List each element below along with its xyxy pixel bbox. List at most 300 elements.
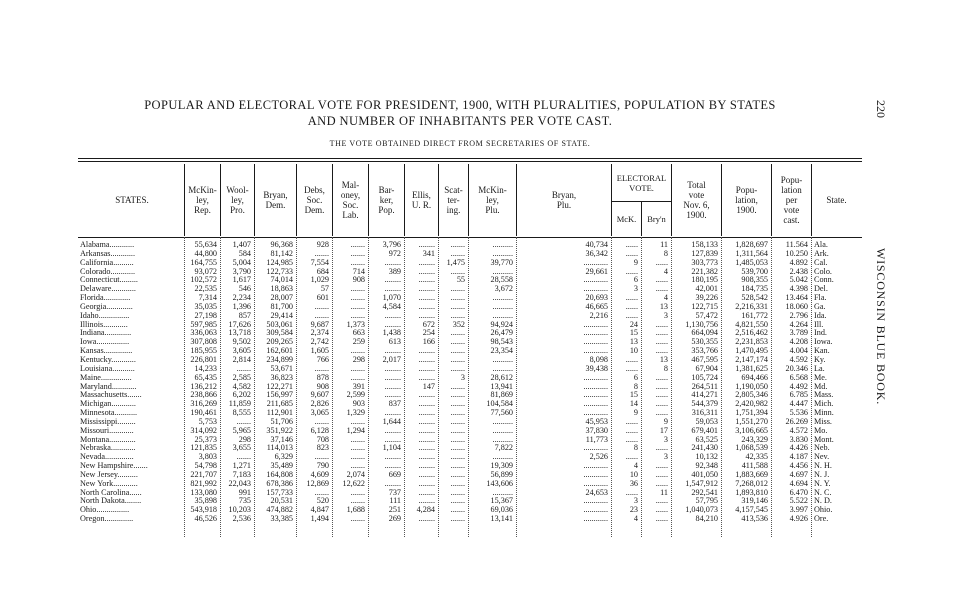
cell-bryan: 157,733 [266,488,293,497]
table-row [0,418,964,427]
cell-abbr: Conn. [814,276,834,285]
header-ellis-ur: Ellis, U. R. [404,164,438,236]
cell-mal: ....... [350,417,365,426]
cell-mckp: .......... [492,364,513,373]
column-divider [671,237,672,537]
cell-total: 1,130,756 [685,320,718,329]
cell-bryan: 20,531 [270,497,293,506]
cell-pop: 1,381,625 [735,364,768,373]
cell-evm: ...... [625,417,638,426]
cell-state: Nebraska............ [80,444,136,453]
table-row [0,391,964,400]
cell-state: Missouri............ [80,426,134,435]
cell-scat: ....... [450,355,465,364]
cell-bryp: 2,216 [589,311,608,320]
cell-abbr: La. [814,364,825,373]
cell-ppv: 4.187 [789,453,808,462]
cell-scat: ....... [450,453,465,462]
header-total-vote: Total vote Nov. 6, 1900. [671,164,721,236]
cell-ppv: 11.564 [785,241,808,249]
cell-ppv: 20.346 [785,364,808,373]
cell-bryan: 162,601 [266,347,293,356]
cell-evb: ...... [655,515,668,524]
cell-evm: 3 [633,497,638,506]
page-title [60,97,860,129]
cell-scat: ....... [450,382,465,391]
cell-mal: 298 [352,355,365,364]
cell-bar: 1,070 [382,294,401,303]
cell-debs: 4,847 [310,506,329,515]
table-top-rule [78,158,862,159]
cell-ellis: ........ [418,241,435,249]
cell-state: Mississippi......... [80,417,136,426]
cell-pop: 1,828,697 [735,241,768,249]
cell-bryan: 35,489 [270,462,293,471]
cell-ellis: ........ [418,276,435,285]
cell-scat: ....... [450,249,465,258]
cell-mck: 307,808 [190,338,217,347]
cell-ppv: 13.464 [785,294,808,303]
cell-ppv: 4.697 [789,470,808,479]
cell-abbr: Ohio. [814,506,833,515]
cell-wool: 546 [238,285,251,294]
cell-wool: 1,617 [232,276,251,285]
running-head: WISCONSIN BLUE BOOK. [874,248,888,405]
cell-bryan: 6,329 [274,453,293,462]
cell-evm: ...... [625,294,638,303]
cell-ppv: 4.592 [789,355,808,364]
cell-mal: ....... [350,347,365,356]
cell-evb: ...... [655,258,668,267]
cell-pop: 2,231,853 [735,338,768,347]
cell-evb: ...... [655,462,668,471]
cell-bryp: 45,953 [585,417,608,426]
cell-mck: 55,634 [194,241,217,249]
cell-total: 42,001 [695,285,718,294]
cell-evm: 8 [633,444,638,453]
table-row [0,409,964,418]
cell-bryp: ............ [583,276,608,285]
cell-evm: 3 [633,285,638,294]
cell-pop: 4,821,550 [735,320,768,329]
cell-evb: ...... [655,338,668,347]
cell-ppv: 4.892 [789,258,808,267]
cell-wool: 857 [238,311,251,320]
title-line-1: POPULAR AND ELECTORAL VOTE FOR PRESIDENT, 1900, WITH PLURALITIES, POPULATION BY STATES [144,98,776,112]
cell-pop: 694,466 [741,373,768,382]
cell-evm: ...... [625,488,638,497]
cell-bryan: 112,901 [266,409,293,418]
cell-evm: ...... [625,453,638,462]
cell-pop: 1,190,050 [735,382,768,391]
cell-pop: 1,311,564 [735,249,768,258]
cell-bryp: 37,830 [585,426,608,435]
cell-wool: 991 [238,488,251,497]
cell-bar: ........ [384,479,401,488]
cell-total: 63,525 [695,435,718,444]
table-row [0,453,964,462]
cell-scat: ....... [450,479,465,488]
cell-bar: 837 [388,400,401,409]
cell-bryp: ............ [583,347,608,356]
cell-evm: ...... [625,302,638,311]
cell-mck: 336,063 [190,329,217,338]
cell-abbr: Mont. [814,435,834,444]
cell-evm: 6 [633,373,638,382]
cell-evm: 24 [629,320,638,329]
cell-abbr: Ark. [814,249,829,258]
cell-bryp: ............ [583,320,608,329]
cell-mckp: 69,036 [490,506,513,515]
cell-state: Montana............. [80,435,136,444]
cell-total: 353,766 [691,347,718,356]
cell-total: 401,050 [691,470,718,479]
cell-bar: ........ [384,391,401,400]
cell-bryan: 211,685 [266,400,293,409]
cell-mal: ....... [350,453,365,462]
cell-total: 105,724 [691,373,718,382]
cell-bryp: 24,653 [585,488,608,497]
cell-evm: ...... [625,355,638,364]
cell-pop: 413,536 [741,515,768,524]
cell-bar: 613 [388,338,401,347]
cell-state: Nevada.............. [80,453,134,462]
cell-debs: 3,065 [310,409,329,418]
cell-mck: 54,798 [194,462,217,471]
cell-bryan: 53,671 [270,364,293,373]
cell-mckp: 94,924 [490,320,513,329]
cell-ppv: 4.694 [789,479,808,488]
cell-evm: ...... [625,426,638,435]
cell-wool: 3,605 [232,347,251,356]
cell-debs: 9,687 [310,320,329,329]
table-row [0,436,964,445]
cell-wool: 5,004 [232,258,251,267]
cell-bryan: 33,385 [270,515,293,524]
cell-evm: ...... [625,364,638,373]
cell-scat: ....... [450,241,465,249]
cell-debs: 823 [316,444,329,453]
cell-ellis: ........ [418,294,435,303]
table-row [0,312,964,321]
cell-mck: 7,314 [198,294,217,303]
cell-state: Connecticut......... [80,276,138,285]
cell-pop: 1,893,810 [735,488,768,497]
column-divider [404,237,405,537]
cell-wool: 7,183 [232,470,251,479]
cell-scat: 352 [452,320,465,329]
table-row [0,400,964,409]
cell-evb: ...... [655,285,668,294]
cell-total: 414,271 [691,391,718,400]
cell-evb: 3 [663,453,668,462]
cell-ppv: 4.447 [789,400,808,409]
cell-debs: ....... [314,302,329,311]
cell-state: Georgia............. [80,302,133,311]
cell-wool: 2,814 [232,355,251,364]
cell-mal: 903 [352,400,365,409]
table-row [0,515,964,524]
cell-total: 158,133 [691,241,718,249]
cell-ppv: 2.796 [789,311,808,320]
cell-ellis: ........ [418,400,435,409]
header-electoral-vote: ELECTORAL VOTE. [611,164,671,202]
cell-state: Minnesota........... [80,409,138,418]
cell-debs: 7,554 [310,258,329,267]
cell-bryp: 46,665 [585,302,608,311]
cell-ppv: 4.572 [789,426,808,435]
cell-bryan: 309,584 [266,329,293,338]
cell-evb: ...... [655,320,668,329]
table-row [0,241,964,250]
cell-bryp: ............ [583,338,608,347]
cell-bryp: ............ [583,506,608,515]
cell-mal: ....... [350,302,365,311]
cell-wool: 4,582 [232,382,251,391]
cell-wool: 3,655 [232,444,251,453]
cell-total: 92,348 [695,462,718,471]
cell-ellis: ........ [418,285,435,294]
cell-bryp: ............ [583,479,608,488]
header-wooley-pro: Wool- ley, Pro. [220,164,254,236]
cell-bar: 669 [388,470,401,479]
column-divider [296,237,297,537]
header-pop-per-vote: Popu- lation per vote cast. [771,164,811,236]
cell-mck: 3,803 [198,453,217,462]
cell-evb: 13 [659,302,668,311]
cell-mal: 259 [352,338,365,347]
table-body [0,241,964,524]
cell-evb: ...... [655,373,668,382]
cell-evb: ...... [655,347,668,356]
cell-wool: 584 [238,249,251,258]
cell-abbr: Minn. [814,409,834,418]
column-divider [368,237,369,537]
cell-mckp: 81,869 [490,391,513,400]
cell-mck: 93,072 [194,267,217,276]
cell-abbr: Neb. [814,444,830,453]
cell-abbr: N. C. [814,488,832,497]
table-row [0,365,964,374]
cell-ellis: ........ [418,302,435,311]
cell-debs: 2,374 [310,329,329,338]
cell-pop: 528,542 [741,294,768,303]
cell-ppv: 3.997 [789,506,808,515]
header-state-abbr: State. [811,164,861,236]
cell-abbr: Ga. [814,302,826,311]
cell-bryp: 39,438 [585,364,608,373]
cell-wool: ....... [236,453,251,462]
cell-mckp: 28,612 [490,373,513,382]
cell-mck: 35,898 [194,497,217,506]
cell-ppv: 3.789 [789,329,808,338]
cell-mal: ....... [350,435,365,444]
cell-abbr: Md. [814,382,828,391]
cell-bar: ........ [384,426,401,435]
cell-evm: 14 [629,400,638,409]
table-row [0,427,964,436]
header-bryan-plu: Bryan, Plu. [516,164,611,236]
cell-mck: 44,800 [194,249,217,258]
cell-ellis: ........ [418,515,435,524]
column-divider [468,237,469,537]
cell-bryan: 37,146 [270,435,293,444]
cell-state: Florida............. [80,294,131,303]
cell-wool: 8,555 [232,409,251,418]
cell-debs: ....... [314,488,329,497]
table-row [0,383,964,392]
cell-mal: ....... [350,311,365,320]
cell-wool: ....... [236,417,251,426]
cell-mck: 46,526 [194,515,217,524]
cell-abbr: Ind. [814,329,827,338]
cell-mck: 226,801 [190,355,217,364]
cell-mal: ....... [350,497,365,506]
cell-bryan: 351,922 [266,426,293,435]
cell-mal: ....... [350,285,365,294]
cell-bryan: 74,014 [270,276,293,285]
cell-wool: 13,718 [228,329,251,338]
cell-wool: 1,396 [232,302,251,311]
cell-state: Maryland............ [80,382,137,391]
cell-mckp: 19,309 [490,462,513,471]
cell-pop: 411,588 [741,462,768,471]
cell-ppv: 4.926 [789,515,808,524]
cell-scat: ....... [450,417,465,426]
cell-mckp: 3,672 [494,285,513,294]
cell-abbr: Cal. [814,258,828,267]
cell-mal: 391 [352,382,365,391]
cell-evb: ...... [655,479,668,488]
column-divider [254,237,255,537]
cell-bar: ........ [384,435,401,444]
cell-bryp: ............ [583,515,608,524]
cell-mal: 714 [352,267,365,276]
cell-total: 664,094 [691,329,718,338]
cell-pop: 184,735 [741,285,768,294]
cell-debs: 4,609 [310,470,329,479]
cell-mal: ....... [350,515,365,524]
cell-debs: 2,826 [310,400,329,409]
cell-debs: 6,128 [310,426,329,435]
cell-abbr: N. H. [814,462,832,471]
cell-scat: 3 [460,373,465,382]
cell-mckp: 104,584 [486,400,513,409]
cell-ppv: 4.004 [789,347,808,356]
column-divider [721,237,722,537]
cell-pop: 1,883,669 [735,470,768,479]
cell-mckp: .......... [492,267,513,276]
cell-evb: ...... [655,382,668,391]
cell-mckp: 39,770 [490,258,513,267]
cell-bryan: 156,997 [266,391,293,400]
table-row [0,347,964,356]
cell-wool: ....... [236,364,251,373]
cell-wool: 11,859 [228,400,251,409]
cell-state: New York............ [80,479,138,488]
cell-ppv: 6.568 [789,373,808,382]
cell-bryan: 503,061 [266,320,293,329]
cell-ellis: ........ [418,391,435,400]
cell-debs: 520 [316,497,329,506]
cell-mal: 663 [352,329,365,338]
cell-total: 264,511 [691,382,718,391]
cell-mal: ....... [350,241,365,249]
cell-mck: 65,435 [194,373,217,382]
cell-scat: ....... [450,391,465,400]
cell-wool: 3,790 [232,267,251,276]
cell-mal: ....... [350,488,365,497]
cell-scat: ....... [450,302,465,311]
table-row [0,268,964,277]
cell-mck: 102,572 [190,276,217,285]
cell-scat: ....... [450,294,465,303]
cell-bar: ........ [384,462,401,471]
cell-mal: 1,688 [346,506,365,515]
cell-mckp: .......... [492,311,513,320]
cell-scat: ....... [450,329,465,338]
cell-scat: ....... [450,462,465,471]
cell-scat: ....... [450,400,465,409]
cell-bryp: ............ [583,409,608,418]
cell-bryp: ............ [583,329,608,338]
header-electoral-bryan: Bry'n [641,202,671,236]
column-divider [641,237,642,537]
cell-evm: 13 [629,338,638,347]
cell-total: 221,382 [691,267,718,276]
cell-ppv: 3.830 [789,435,808,444]
cell-pop: 161,772 [741,311,768,320]
cell-mckp: .......... [492,488,513,497]
cell-evm: 9 [633,409,638,418]
cell-scat: ....... [450,409,465,418]
cell-mckp: 28,558 [490,276,513,285]
cell-wool: 17,626 [228,320,251,329]
cell-total: 1,547,912 [685,479,718,488]
cell-evb: ...... [655,506,668,515]
column-divider [811,237,812,537]
cell-scat: ....... [450,497,465,506]
table-top-rule-2 [78,161,862,162]
cell-bar: 251 [388,506,401,515]
cell-scat: ....... [450,506,465,515]
cell-mckp: 15,367 [490,497,513,506]
cell-evm: 23 [629,506,638,515]
column-divider [438,237,439,537]
header-barker-pop: Bar- ker, Pop. [368,164,404,236]
cell-mck: 190,461 [190,409,217,418]
cell-ellis: ........ [418,497,435,506]
cell-mal: ....... [350,373,365,382]
cell-bryp: ............ [583,382,608,391]
cell-pop: 2,805,346 [735,391,768,400]
cell-evb: ...... [655,276,668,285]
cell-scat: ....... [450,444,465,453]
cell-evm: 15 [629,329,638,338]
header-maloney-soc-lab: Mal- oney, Soc. Lab. [332,164,368,236]
cell-evb: 8 [663,364,668,373]
header-mckinley-plu: McKin- ley, Plu. [468,164,516,236]
cell-pop: 243,329 [741,435,768,444]
cell-bryan: 234,899 [266,355,293,364]
cell-total: 303,773 [691,258,718,267]
cell-abbr: Ala. [814,241,828,249]
header-mckinley-rep: McKin- ley, Rep. [184,164,220,236]
cell-abbr: Mass. [814,391,834,400]
cell-mck: 5,753 [198,417,217,426]
table-row [0,321,964,330]
cell-state: Maine............... [80,373,132,382]
